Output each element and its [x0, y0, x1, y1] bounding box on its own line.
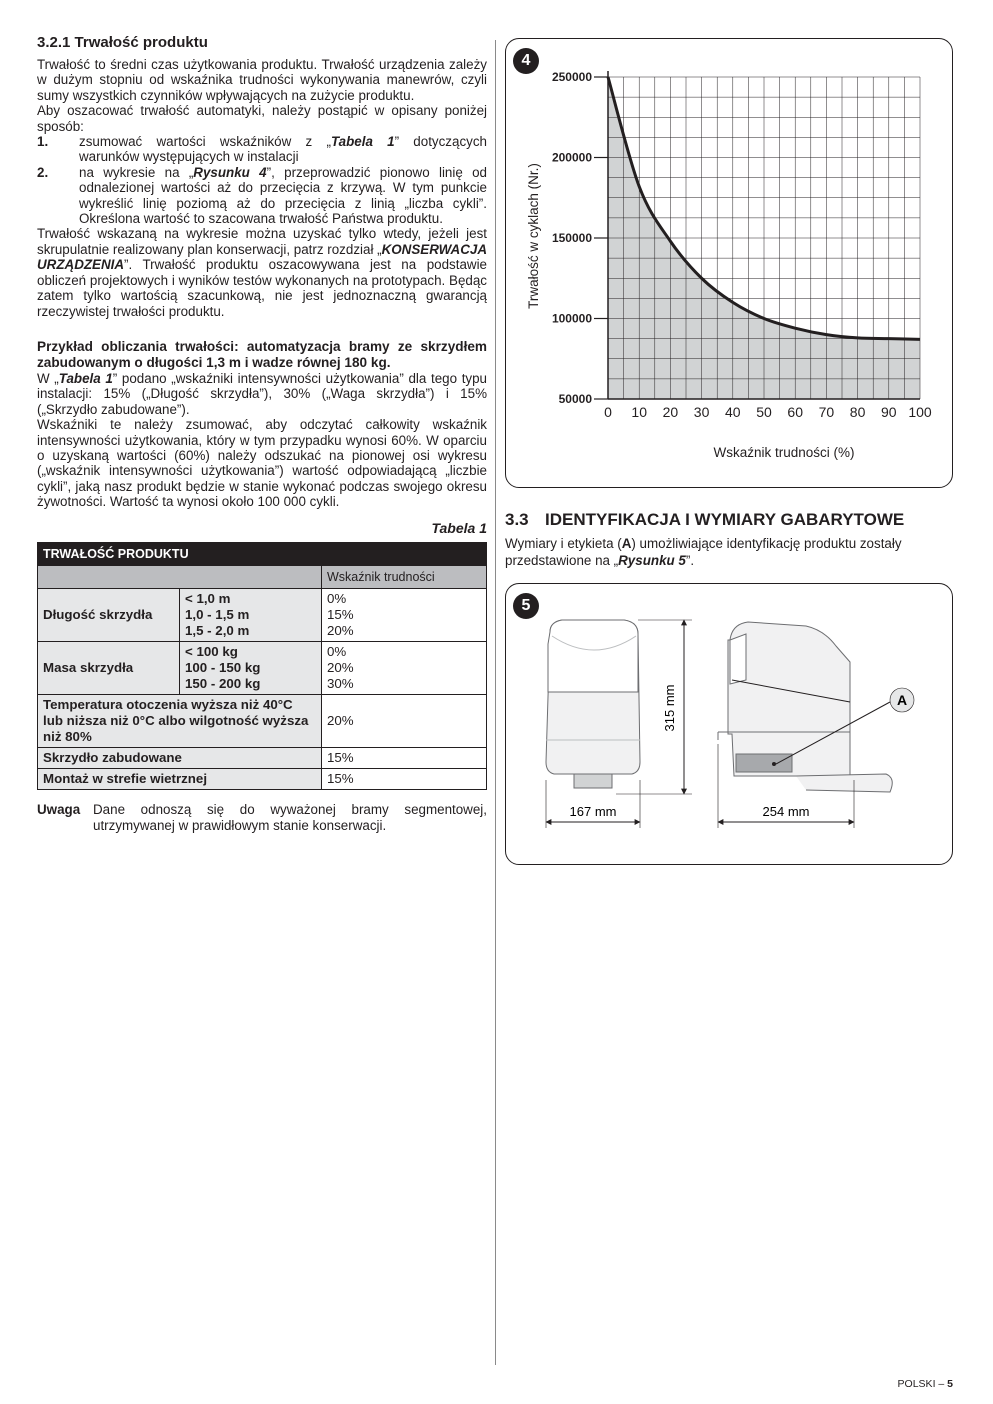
column-divider: [495, 40, 496, 1365]
figure-badge: 4: [513, 48, 539, 74]
y-tick-label: 200000: [551, 150, 592, 165]
x-tick-label: 50: [756, 404, 772, 420]
table-row: Długość skrzydła < 1,0 m 1,0 - 1,5 m 1,5 - 2,0 m 0% 15% 20%: [38, 588, 487, 641]
figure-4: [505, 38, 953, 488]
y-tick-label: 100000: [551, 311, 592, 326]
right-column: [505, 38, 953, 865]
example-paragraph-1: W „Tabela 1” podano „wskaźniki intensywności użytkowania” dla tego typu instalacji: 15% („Długość skrzydła”), 30% („Waga skrzydła”) i 15% („Skrzydło zabudowane”).: [37, 370, 488, 417]
section-33-title: [505, 510, 953, 530]
maintenance-paragraph: Trwałość wskazaną na wykresie można uzyskać tylko wtedy, jeżeli jest skrupulatnie realizowany plan konserwacji, patrz rozdział „KONSERWACJA URZĄDZENIA”. Trwałość produktu oszacowywana jest na podstawie obliczeń projektowych i wyników testów wykonanych na prototypach. Będąc zatem tylko wartością szacunkową, nie jest jednoznaczną gwarancją rzeczywistej trwałości produktu.: [37, 226, 487, 319]
table-row: Montaż w strefie wietrznej 15%: [38, 768, 487, 789]
durability-intro: Trwałość to średni czas użytkowania produktu. Trwałość urządzenia zależy w dużym stopniu od wskaźnika trudności wykonywania manewrów, czyli sumy wszystkich czynników wpływających na zużycie produktu.: [37, 57, 487, 103]
x-tick-label: 60: [787, 404, 803, 420]
y-tick-label: 50000: [558, 392, 592, 406]
left-column: [37, 34, 487, 834]
y-tick-label: 250000: [551, 70, 592, 84]
y-axis-label: Trwałość w cyklach (Nr.): [526, 163, 541, 309]
steps-list: [37, 134, 487, 226]
x-tick-label: 10: [631, 404, 647, 420]
table-caption: Tabela 1: [431, 519, 487, 536]
y-tick-label: 150000: [551, 231, 592, 245]
x-tick-label: 40: [725, 404, 741, 420]
x-tick-label: 80: [849, 404, 866, 420]
section-number: 3.3: [505, 510, 529, 529]
page-number: 5: [947, 1378, 953, 1390]
list-item: 2. na wykresie na „Rysunku 4”, przeprowadzić pionowo linię od odnalezionej wartości aż do przecięcia z krzywą. W tym punkcie wykreślić linię poziomą aż do przecięcia z linią „liczba cykli”. Określona wartość to szacowana trwałość Państwa produktu.: [37, 164, 488, 227]
figure-reference: Rysunku 5: [618, 553, 686, 568]
motor-side-view: [718, 622, 892, 792]
table-row: Skrzydło zabudowane 15%: [38, 747, 487, 768]
dim-width-side: 254 mm: [762, 804, 810, 819]
x-tick-label: 30: [693, 404, 710, 420]
section-321-title: 3.2.1 Trwałość produktu: [37, 34, 208, 51]
note-key: Uwaga: [37, 801, 81, 817]
x-tick-label: 90: [881, 404, 897, 420]
list-item: 1. zsumować wartości wskaźników z „Tabela 1” dotyczących warunków występujących w instalacji: [37, 134, 487, 165]
table-header: TRWAŁOŚĆ PRODUKTU: [38, 542, 487, 565]
dim-height: 315 mm: [662, 684, 677, 732]
example-paragraph-2: Wskaźniki te należy zsumować, aby odczytać całkowity wskaźnik intensywności użytkowania, który w tym przypadku wynosi 60%. W oparciu o uzyskaną wartości (60%) należy odszukać na pionowej osi wykresu („wskaźnik intensywności użytkowania”) wartość odpowiadającą „liczbie cykli”, jaką nasz produkt będzie w stanie wykonać podczas swojego okresu żywotności. Wartość ta wynosi około 100 000 cykli.: [37, 417, 487, 510]
label-a: A: [896, 692, 908, 708]
motor-front-view: [546, 620, 640, 788]
x-tick-label: 0: [604, 404, 612, 420]
table-row: Temperatura otoczenia wyższa niż 40°C lub niższa niż 0°C albo wilgotność wyższa niż 80% 20%: [38, 694, 487, 747]
table-row: Masa skrzydła < 100 kg 100 - 150 kg 150 - 200 kg 0% 20% 30%: [38, 641, 487, 694]
durability-estimate-intro: Aby oszacować trwałość automatyki, należy postąpić w opisany poniżej sposób:: [37, 103, 487, 134]
example-title: Przykład obliczania trwałości: automatyzacja bramy ze skrzydłem zabudowanym o długości 1,3 m i wadze równej 180 kg.: [37, 338, 487, 370]
x-tick-label: 70: [818, 404, 835, 420]
figure-reference: Rysunku 4: [193, 164, 267, 180]
note-text: Dane odnoszą się do wyważonej bramy segmentowej, utrzymywanej w prawidłowym stanie konserwacji.: [93, 801, 487, 833]
x-tick-label: 100: [908, 404, 932, 420]
table-reference: Tabela 1: [330, 134, 395, 150]
durability-table: [37, 542, 487, 790]
section-title: IDENTYFIKACJA I WYMIARY GABARYTOWE: [545, 510, 905, 529]
note: [37, 802, 487, 834]
x-axis-label: Wskaźnik trudności (%): [713, 445, 855, 460]
durability-chart: [506, 39, 952, 487]
dim-width-front: 167 mm: [569, 804, 617, 819]
x-tick-label: 20: [662, 404, 679, 420]
figure-badge: 5: [513, 593, 539, 619]
dimensions-drawing: [506, 584, 952, 864]
section-33-paragraph: Wymiary i etykieta (A) umożliwiające identyfikację produktu zostały przedstawione na „Rysunku 5”.: [505, 536, 902, 568]
figure-5: [505, 583, 953, 865]
column-header: Wskaźnik trudności: [322, 565, 487, 588]
chapter-reference: KONSERWACJA URZĄDZENIA: [37, 241, 487, 273]
page-footer: POLSKI – 5: [897, 1378, 953, 1390]
